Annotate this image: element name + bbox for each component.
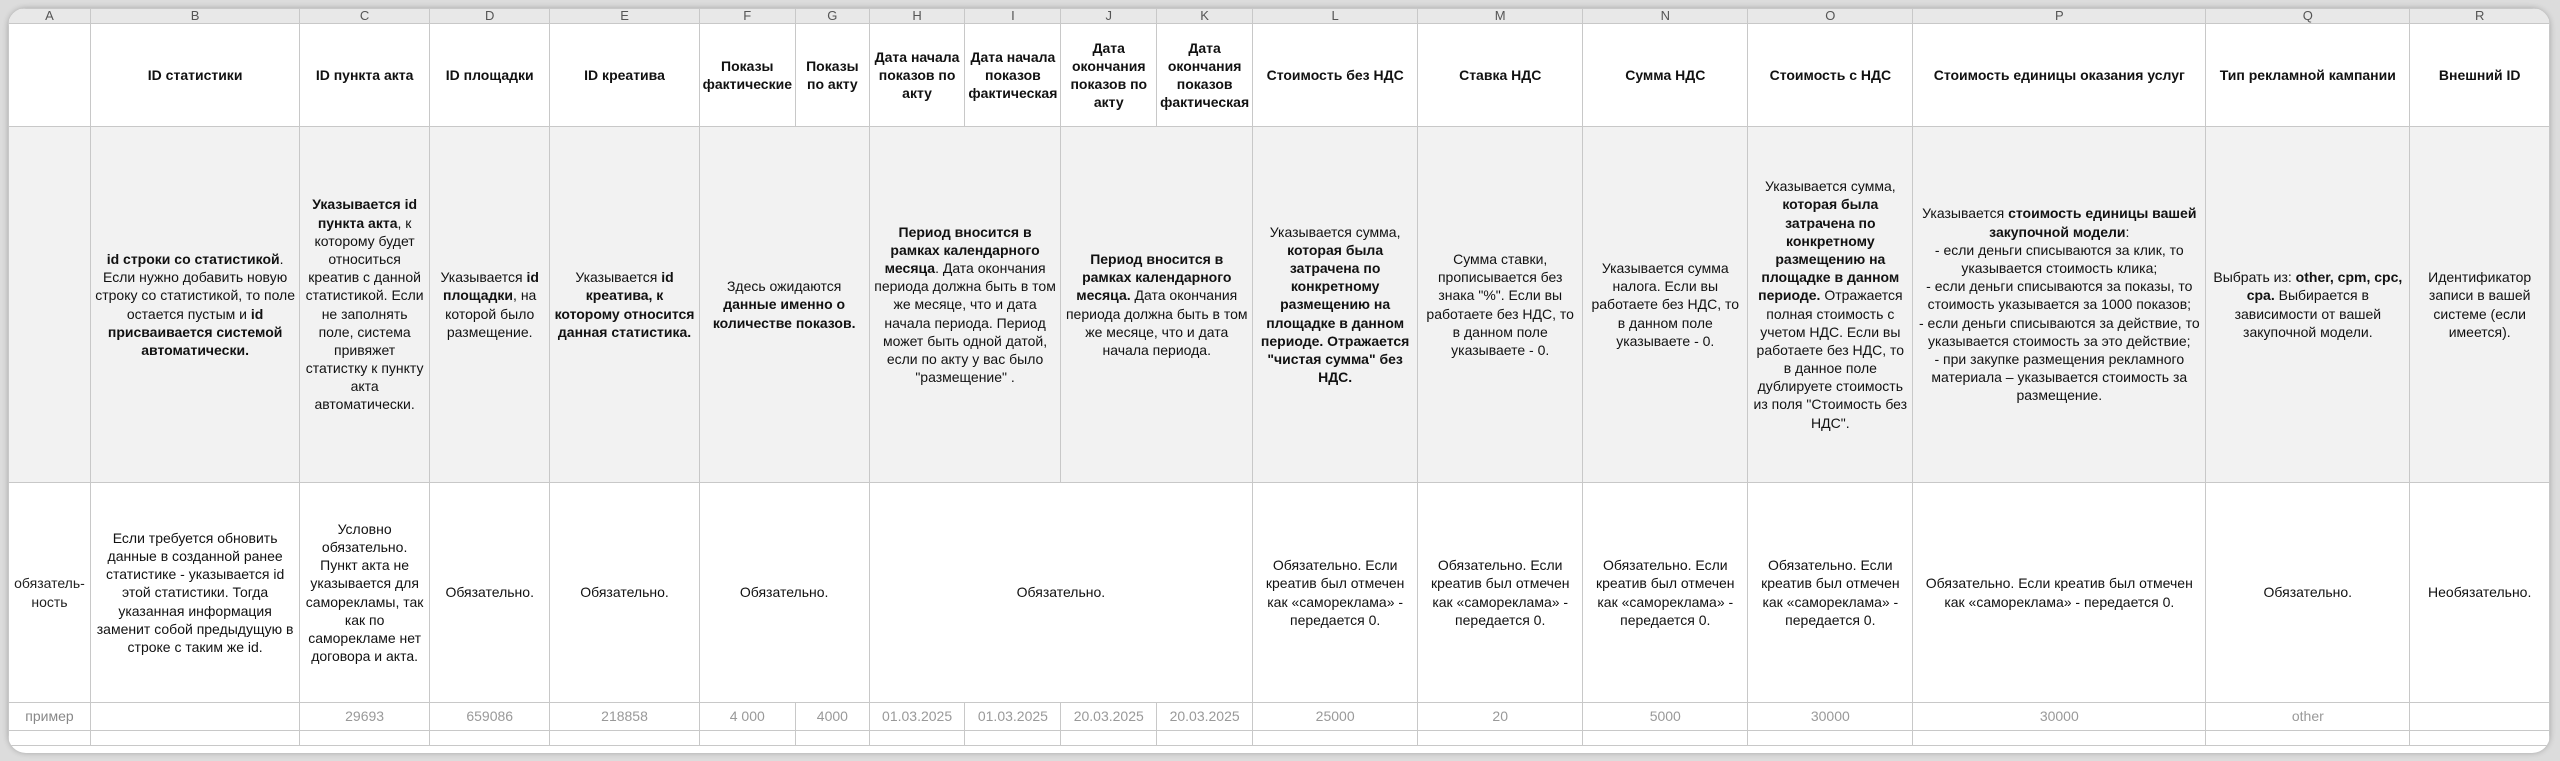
example-cell[interactable]: 30000: [1748, 703, 1913, 731]
example-row: [9, 703, 2550, 731]
header-row: [9, 24, 2550, 127]
example-cell[interactable]: 01.03.2025: [965, 703, 1061, 731]
cell[interactable]: [795, 731, 869, 746]
example-cell[interactable]: [2410, 703, 2550, 731]
example-cell[interactable]: 30000: [1913, 703, 2206, 731]
empty-row: [9, 731, 2550, 746]
description-cell[interactable]: Указывается id пункта акта, к которому будет относиться креатив с данной статистикой. Если не заполнять поле, система привяжет статистку к пункту акта автоматически.: [300, 127, 430, 483]
column-header[interactable]: R: [2410, 9, 2550, 24]
header-cell[interactable]: ID пункта акта: [300, 24, 430, 127]
cell[interactable]: [429, 731, 550, 746]
header-cell[interactable]: ID статистики: [90, 24, 299, 127]
description-cell[interactable]: Идентификатор записи в вашей системе (если имеется).: [2410, 127, 2550, 483]
description-row: [9, 127, 2550, 483]
required-cell[interactable]: Если требуется обновить данные в созданной ранее статистике - указывается id этой статистики. Тогда указанная информация заменит собой предыдущую в строке с таким же id.: [90, 483, 299, 703]
description-cell[interactable]: Сумма ставки, прописывается без знака "%". Если вы работаете без НДС, то в данном поле указываете - 0.: [1418, 127, 1583, 483]
description-cell[interactable]: Указывается id площадки, на которой было размещение.: [429, 127, 550, 483]
example-cell[interactable]: 20: [1418, 703, 1583, 731]
spreadsheet-grid: [8, 8, 2550, 746]
column-header[interactable]: I: [965, 9, 1061, 24]
required-cell[interactable]: Обязательно. Если креатив был отмечен как «самореклама» - передается 0.: [1253, 483, 1418, 703]
spreadsheet-window: [8, 8, 2550, 753]
column-header[interactable]: M: [1418, 9, 1583, 24]
required-row: [9, 483, 2550, 703]
example-cell[interactable]: 20.03.2025: [1061, 703, 1157, 731]
header-cell[interactable]: Дата начала показов по акту: [869, 24, 965, 127]
header-cell[interactable]: Стоимость без НДС: [1253, 24, 1418, 127]
description-cell[interactable]: Период вносится в рамках календарного месяца. Дата окончания периода должна быть в том же месяце, что и дата начала периода.: [1061, 127, 1253, 483]
header-cell[interactable]: Дата окончания показов фактическая: [1157, 24, 1253, 127]
column-header[interactable]: E: [550, 9, 699, 24]
cell[interactable]: [699, 731, 795, 746]
column-header[interactable]: F: [699, 9, 795, 24]
description-cell[interactable]: id строки со статистикой. Если нужно добавить новую строку со статистикой, то поле остается пустым и id присваивается системой автоматически.: [90, 127, 299, 483]
required-cell[interactable]: Обязательно. Если креатив был отмечен как «самореклама» - передается 0.: [1583, 483, 1748, 703]
cell[interactable]: [9, 731, 91, 746]
required-cell[interactable]: Обязательно. Если креатив был отмечен как «самореклама» - передается 0.: [1748, 483, 1913, 703]
cell[interactable]: [9, 24, 91, 127]
example-cell[interactable]: 4000: [795, 703, 869, 731]
header-cell[interactable]: Стоимость единицы оказания услуг: [1913, 24, 2206, 127]
example-cell[interactable]: 25000: [1253, 703, 1418, 731]
cell[interactable]: [2410, 731, 2550, 746]
example-cell[interactable]: 01.03.2025: [869, 703, 965, 731]
cell[interactable]: [1253, 731, 1418, 746]
required-cell[interactable]: Условно обязательно. Пункт акта не указывается для саморекламы, так как по саморекламе нет договора и акта.: [300, 483, 430, 703]
column-header[interactable]: Q: [2206, 9, 2410, 24]
header-cell[interactable]: Дата начала показов фактическая: [965, 24, 1061, 127]
cell[interactable]: [965, 731, 1061, 746]
example-cell[interactable]: 29693: [300, 703, 430, 731]
row-label[interactable]: обязатель-ность: [9, 483, 91, 703]
required-cell[interactable]: Необязательно.: [2410, 483, 2550, 703]
column-header[interactable]: G: [795, 9, 869, 24]
required-cell[interactable]: Обязательно.: [429, 483, 550, 703]
cell[interactable]: [90, 731, 299, 746]
cell[interactable]: [1913, 731, 2206, 746]
example-cell[interactable]: other: [2206, 703, 2410, 731]
description-cell[interactable]: Указывается сумма налога. Если вы работаете без НДС, то в данном поле указываете - 0.: [1583, 127, 1748, 483]
header-cell[interactable]: Показы фактические: [699, 24, 795, 127]
cell[interactable]: [2206, 731, 2410, 746]
column-header[interactable]: B: [90, 9, 299, 24]
description-cell[interactable]: Период вносится в рамках календарного месяца. Дата окончания периода должна быть в том же месяце, что и дата начала периода. Период может быть одной датой, если по акту у вас было "размещение" .: [869, 127, 1061, 483]
column-header[interactable]: O: [1748, 9, 1913, 24]
cell[interactable]: [1418, 731, 1583, 746]
column-header[interactable]: H: [869, 9, 965, 24]
column-header-row: [9, 9, 2550, 24]
cell[interactable]: [1061, 731, 1157, 746]
cell[interactable]: [300, 731, 430, 746]
required-cell[interactable]: Обязательно.: [550, 483, 699, 703]
header-cell[interactable]: ID площадки: [429, 24, 550, 127]
cell[interactable]: [550, 731, 699, 746]
cell[interactable]: [1748, 731, 1913, 746]
header-cell[interactable]: Дата окончания показов по акту: [1061, 24, 1157, 127]
description-cell[interactable]: Указывается сумма, которая была затрачена по конкретному размещению на площадке в данном периоде. Отражается "чистая сумма" без НДС.: [1253, 127, 1418, 483]
description-cell[interactable]: Указывается id креатива, к которому относится данная статистика.: [550, 127, 699, 483]
header-cell[interactable]: Ставка НДС: [1418, 24, 1583, 127]
column-header[interactable]: N: [1583, 9, 1748, 24]
required-cell[interactable]: Обязательно.: [869, 483, 1252, 703]
column-header[interactable]: D: [429, 9, 550, 24]
column-header[interactable]: K: [1157, 9, 1253, 24]
cell[interactable]: [1583, 731, 1748, 746]
example-cell[interactable]: 5000: [1583, 703, 1748, 731]
example-cell[interactable]: 218858: [550, 703, 699, 731]
description-cell[interactable]: Указывается стоимость единицы вашей закупочной модели: - если деньги списываются за клик, то указывается стоимость клика; - если деньги списываются за показы, то стоимость указывается за 1000 показов; - если деньги списываются за действие, то указывается стоимость за это действие; - при закупке размещения рекламного материала – указывается стоимость за размещение.: [1913, 127, 2206, 483]
column-header[interactable]: J: [1061, 9, 1157, 24]
cell[interactable]: [1157, 731, 1253, 746]
example-cell[interactable]: [90, 703, 299, 731]
header-cell[interactable]: Внешний ID: [2410, 24, 2550, 127]
description-cell[interactable]: Указывается сумма, которая была затрачена по конкретному размещению на площадке в данном периоде. Отражается полная стоимость с учетом НДС. Если вы работаете без НДС, то в данное поле дублируете стоимость из поля "Стоимость без НДС".: [1748, 127, 1913, 483]
cell[interactable]: [9, 127, 91, 483]
header-cell[interactable]: Сумма НДС: [1583, 24, 1748, 127]
row-label[interactable]: пример: [9, 703, 91, 731]
column-header[interactable]: L: [1253, 9, 1418, 24]
required-cell[interactable]: Обязательно.: [2206, 483, 2410, 703]
header-cell[interactable]: Стоимость с НДС: [1748, 24, 1913, 127]
description-cell[interactable]: Здесь ожидаются данные именно о количестве показов.: [699, 127, 869, 483]
header-cell[interactable]: Показы по акту: [795, 24, 869, 127]
column-header[interactable]: C: [300, 9, 430, 24]
required-cell[interactable]: Обязательно. Если креатив был отмечен как «самореклама» - передается 0.: [1913, 483, 2206, 703]
cell[interactable]: [869, 731, 965, 746]
description-cell[interactable]: Выбрать из: other, cpm, cpc, cpa. Выбирается в зависимости от вашей закупочной модели.: [2206, 127, 2410, 483]
column-header[interactable]: P: [1913, 9, 2206, 24]
example-cell[interactable]: 20.03.2025: [1157, 703, 1253, 731]
required-cell[interactable]: Обязательно.: [699, 483, 869, 703]
header-cell[interactable]: Тип рекламной кампании: [2206, 24, 2410, 127]
required-cell[interactable]: Обязательно. Если креатив был отмечен как «самореклама» - передается 0.: [1418, 483, 1583, 703]
column-header[interactable]: A: [9, 9, 91, 24]
example-cell[interactable]: 4 000: [699, 703, 795, 731]
header-cell[interactable]: ID креатива: [550, 24, 699, 127]
example-cell[interactable]: 659086: [429, 703, 550, 731]
